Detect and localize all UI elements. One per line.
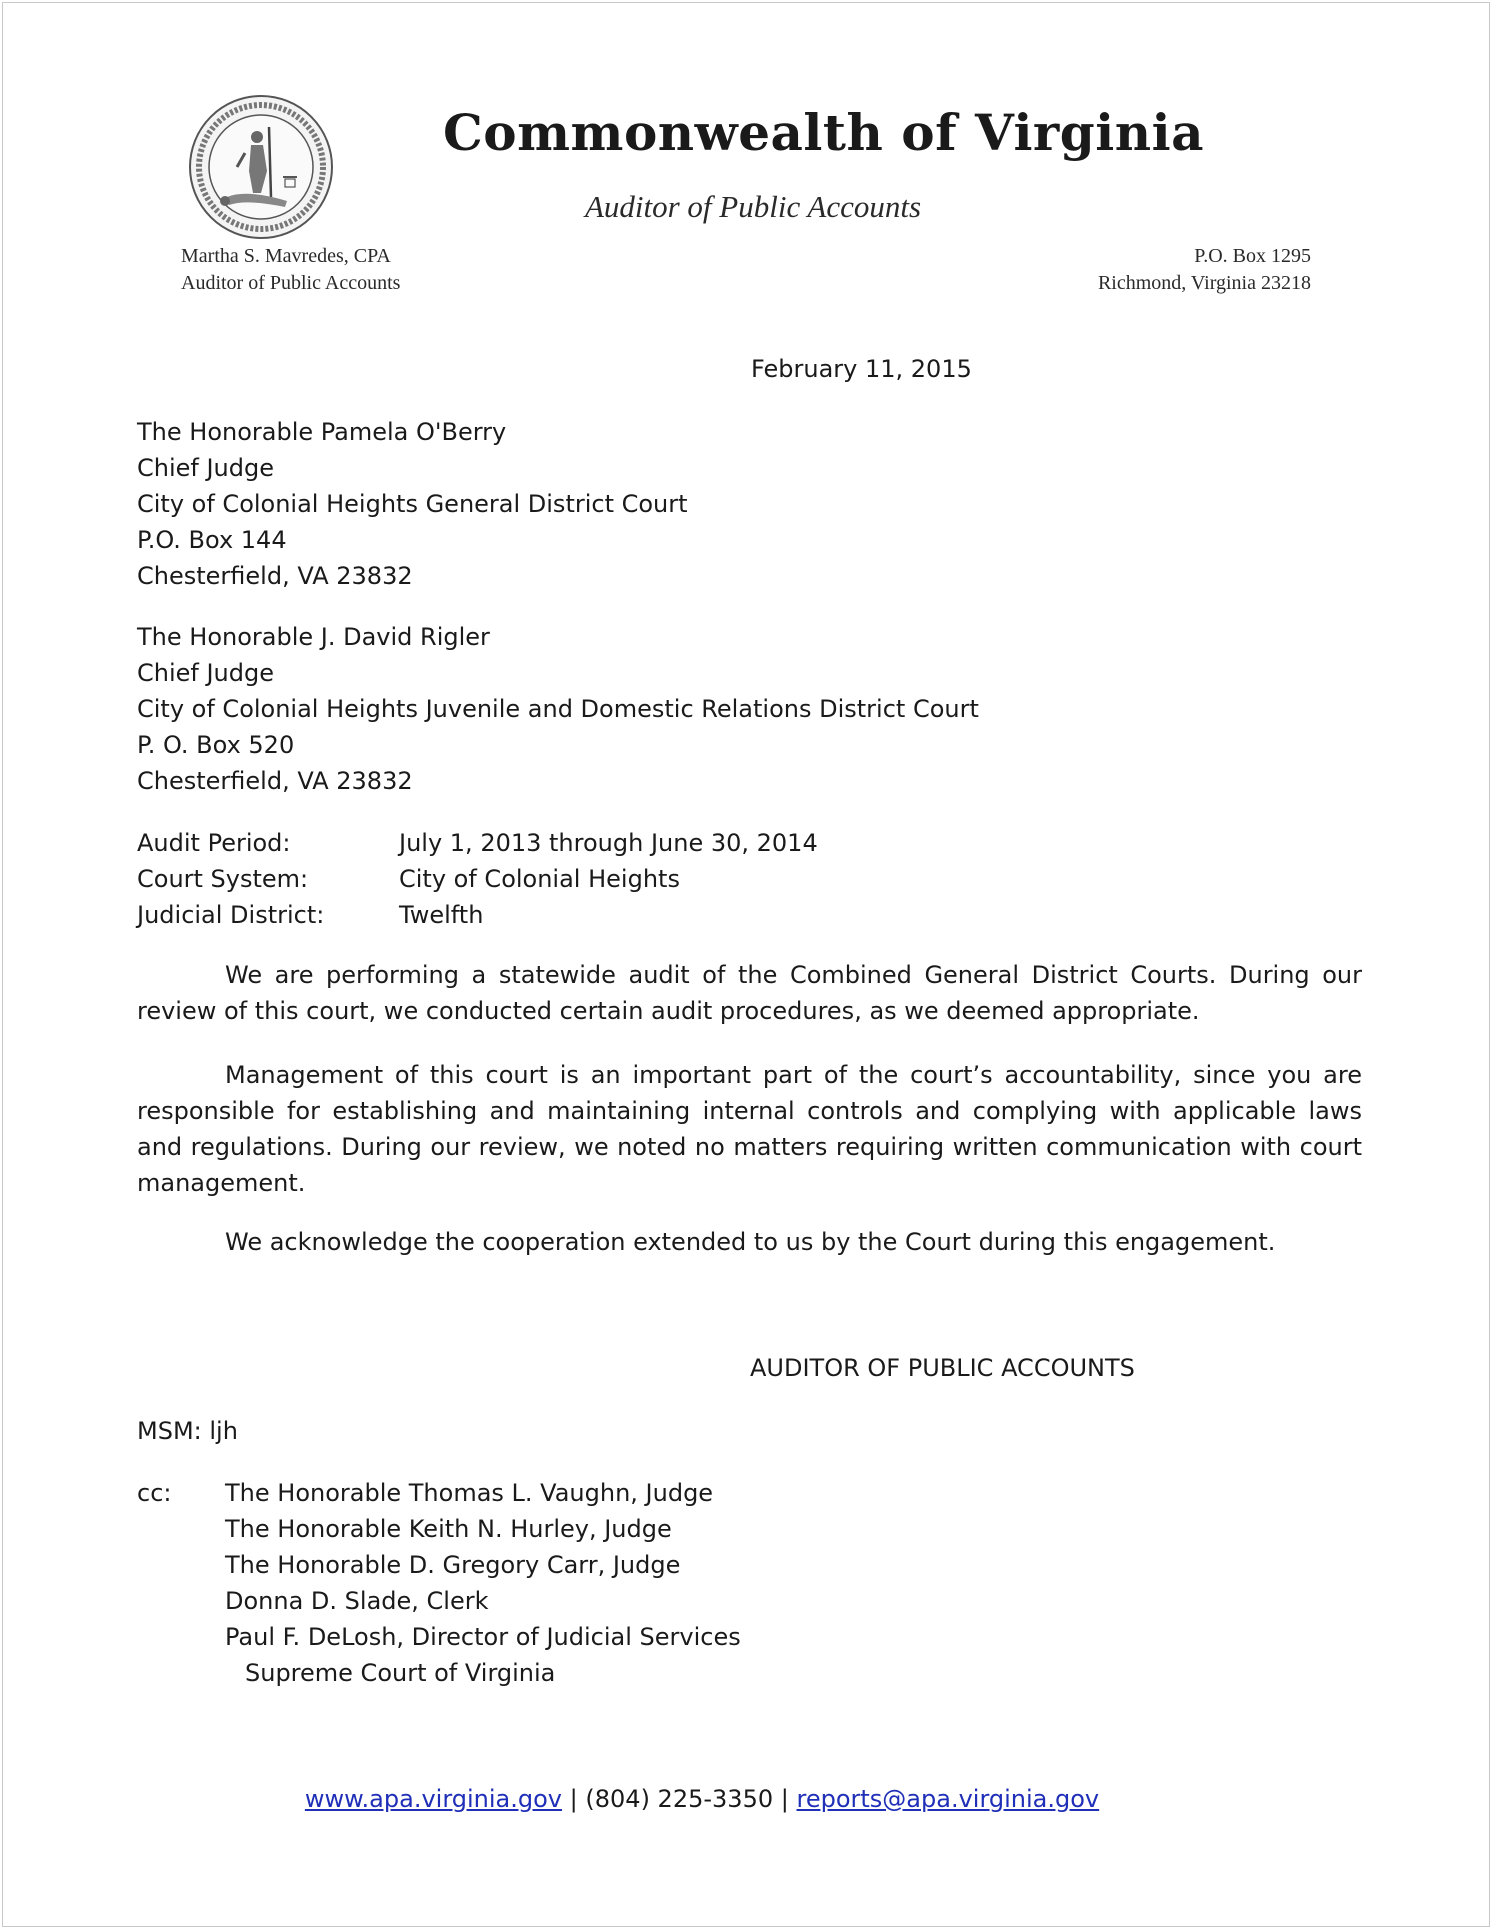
recipient-address-1 [137, 414, 688, 594]
sender-title: Auditor of Public Accounts [181, 272, 401, 294]
recipient-line: The Honorable Pamela O'Berry [137, 418, 507, 446]
website-link[interactable]: www.apa.virginia.gov [304, 1785, 563, 1813]
letterhead-title: Commonwealth of Virginia [443, 103, 1204, 162]
info-label: Audit Period: [137, 829, 291, 857]
info-value: July 1, 2013 through June 30, 2014 [399, 829, 818, 857]
letter-page [2, 2, 1490, 1927]
cc-list [225, 1475, 741, 1691]
recipient-line: Chief Judge [137, 454, 275, 482]
footer-phone: (804) 225-3350 [585, 1785, 774, 1813]
cc-item: Paul F. DeLosh, Director of Judicial Services [225, 1623, 741, 1651]
letterhead-address [1098, 243, 1311, 297]
recipient-address-2 [137, 619, 979, 799]
recipient-line: P. O. Box 520 [137, 731, 295, 759]
recipient-line: City of Colonial Heights Juvenile and Domestic Relations District Court [137, 695, 979, 723]
cc-item: The Honorable D. Gregory Carr, Judge [225, 1551, 681, 1579]
body-paragraph-2: Management of this court is an important part of the court’s accountability, since you are responsible for establishing and maintaining internal controls and complying with applicable laws and regulations. During our review, we noted no matters requiring written communication with court management. [137, 1061, 1362, 1197]
address-po-box: P.O. Box 1295 [1194, 245, 1311, 267]
cc-label: cc: [137, 1479, 172, 1507]
judicial-district-row [137, 897, 818, 933]
info-label: Judicial District: [137, 901, 325, 929]
court-system-row [137, 861, 818, 897]
cc-item: Donna D. Slade, Clerk [225, 1587, 489, 1615]
signature-block: AUDITOR OF PUBLIC ACCOUNTS [750, 1354, 1135, 1382]
letterhead-subtitle: Auditor of Public Accounts [584, 189, 922, 224]
typist-initials: MSM: ljh [137, 1417, 238, 1445]
footer-separator: | [780, 1785, 789, 1813]
sender-name: Martha S. Mavredes, CPA [181, 245, 391, 267]
info-value: City of Colonial Heights [399, 865, 680, 893]
email-link[interactable]: reports@apa.virginia.gov [796, 1785, 1100, 1813]
body-paragraph-1: We are performing a statewide audit of the Combined General District Courts. During our review of this court, we conducted certain audit procedures, as we deemed appropriate. [137, 961, 1362, 1025]
recipient-line: Chesterfield, VA 23832 [137, 562, 413, 590]
recipient-line: City of Colonial Heights General District Court [137, 490, 688, 518]
cc-item: The Honorable Keith N. Hurley, Judge [225, 1515, 672, 1543]
letter-footer [3, 1781, 1491, 1817]
audit-period-row [137, 825, 818, 861]
address-city: Richmond, Virginia 23218 [1097, 272, 1311, 294]
recipient-line: P.O. Box 144 [137, 526, 287, 554]
body-paragraph-3: We acknowledge the cooperation extended to us by the Court during this engagement. [225, 1228, 1276, 1256]
info-value: Twelfth [399, 901, 484, 929]
recipient-line: Chief Judge [137, 659, 275, 687]
recipient-line: The Honorable J. David Rigler [137, 623, 490, 651]
recipient-line: Chesterfield, VA 23832 [137, 767, 413, 795]
footer-separator: | [569, 1785, 578, 1813]
cc-item: Supreme Court of Virginia [245, 1659, 556, 1687]
audit-info [137, 825, 818, 933]
letter-date: February 11, 2015 [751, 355, 972, 383]
cc-item: The Honorable Thomas L. Vaughn, Judge [225, 1479, 714, 1507]
virginia-state-seal-icon [187, 93, 335, 241]
letterhead-sender [181, 243, 400, 297]
info-label: Court System: [137, 865, 309, 893]
